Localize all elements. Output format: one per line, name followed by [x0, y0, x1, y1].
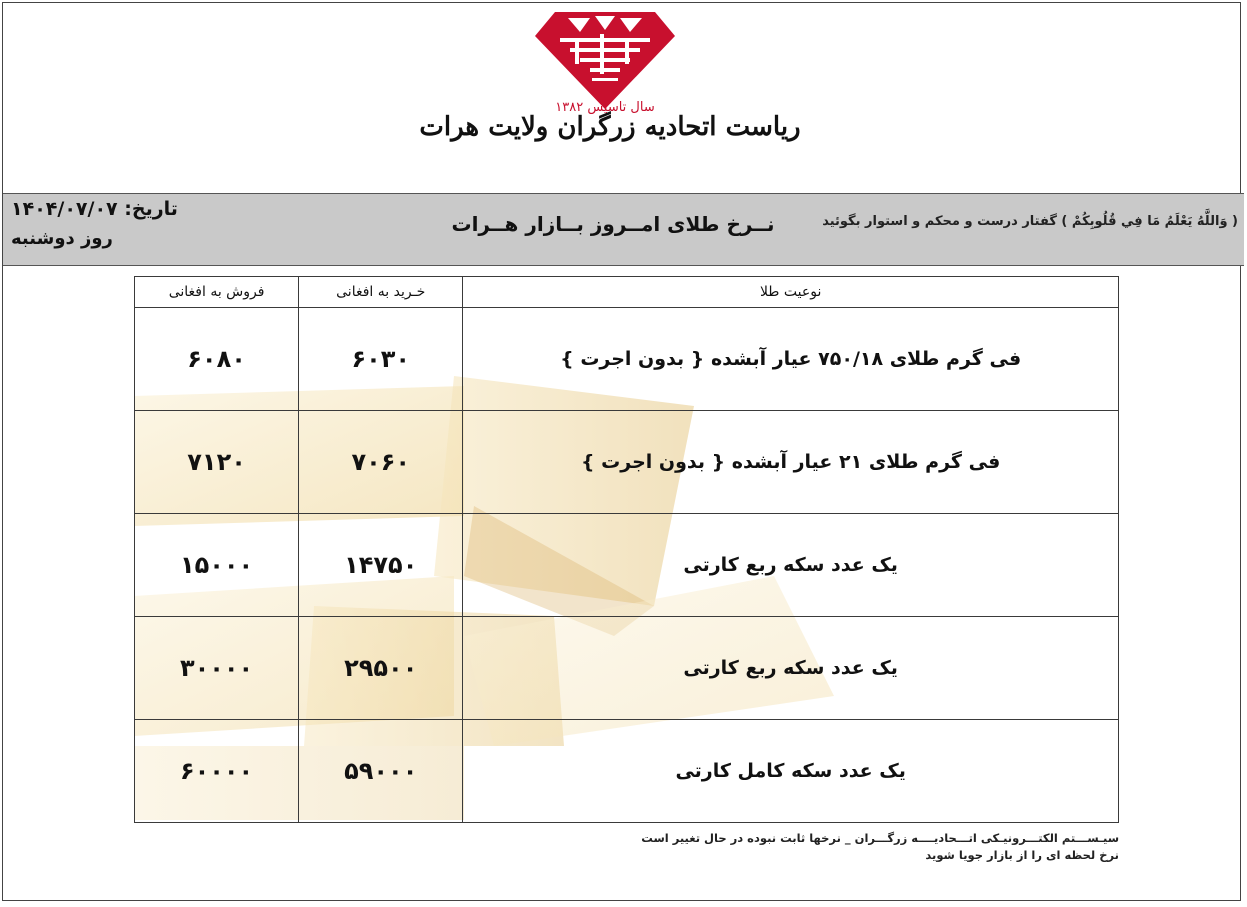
- buy-price: ۱۴۷۵۰: [299, 514, 463, 617]
- buy-price: ۷۰۶۰: [299, 411, 463, 514]
- buy-price: ۵۹۰۰۰: [299, 720, 463, 823]
- table-header-row: [135, 277, 1119, 308]
- buy-price: ۲۹۵۰۰: [299, 617, 463, 720]
- footer-line-2: نرخ لحظه ای را از بازار جویا شوید: [925, 848, 1119, 862]
- rates-table: [134, 276, 1119, 823]
- footer-line-1: سیـســـتم الکتـــرونیـکی اتـــحادیــــه زرگـــران _ نرخها ثابت نبوده در حال تغییر است: [641, 831, 1119, 845]
- rates-table-area: [134, 276, 1119, 820]
- gold-type: فی گرم طلای ۷۵۰/۱۸ عیار آبشده { بدون اجرت }: [463, 308, 1119, 411]
- day-label: روز دوشنبه: [11, 228, 113, 249]
- gold-type: فی گرم طلای ۲۱ عیار آبشده { بدون اجرت }: [463, 411, 1119, 514]
- sell-price: ۱۵۰۰۰: [135, 514, 299, 617]
- table-row: [135, 411, 1119, 514]
- sell-price: ۶۰۸۰: [135, 308, 299, 411]
- table-row: [135, 514, 1119, 617]
- buy-price: ۶۰۳۰: [299, 308, 463, 411]
- sell-price: ۳۰۰۰۰: [135, 617, 299, 720]
- founded-year: سال تاسیس ۱۳۸۲: [555, 100, 655, 115]
- table-row: [135, 308, 1119, 411]
- sell-price: ۶۰۰۰۰: [135, 720, 299, 823]
- diamond-logo-icon: [520, 4, 690, 114]
- header-type: نوعیت طلا: [463, 277, 1119, 308]
- footer-note: [519, 830, 1119, 864]
- info-band: [3, 193, 1244, 266]
- verse-text: ( وَاللَّهُ يَعْلَمُ مَا فِي قُلُوبِكُمْ ) گفتار درست و محکم و استوار بگوئید: [822, 214, 1238, 229]
- sell-price: ۷۱۲۰: [135, 411, 299, 514]
- header-logo: [520, 4, 690, 119]
- gold-type: یک عدد سکه ربع کارتی: [463, 514, 1119, 617]
- header-sell: فروش به افغانی: [135, 277, 299, 308]
- header-buy: خـرید به افغانی: [299, 277, 463, 308]
- date-label: تاریخ: ۱۴۰۴/۰۷/۰۷: [11, 198, 178, 220]
- gold-type: یک عدد سکه ربع کارتی: [463, 617, 1119, 720]
- table-row: [135, 617, 1119, 720]
- gold-type: یک عدد سکه کامل کارتی: [463, 720, 1119, 823]
- rates-title: نــرخ طلای امــروز بــازار هــرات: [451, 212, 775, 236]
- table-row: [135, 720, 1119, 823]
- union-title: ریاست اتحادیه زرگران ولایت هرات: [419, 112, 801, 142]
